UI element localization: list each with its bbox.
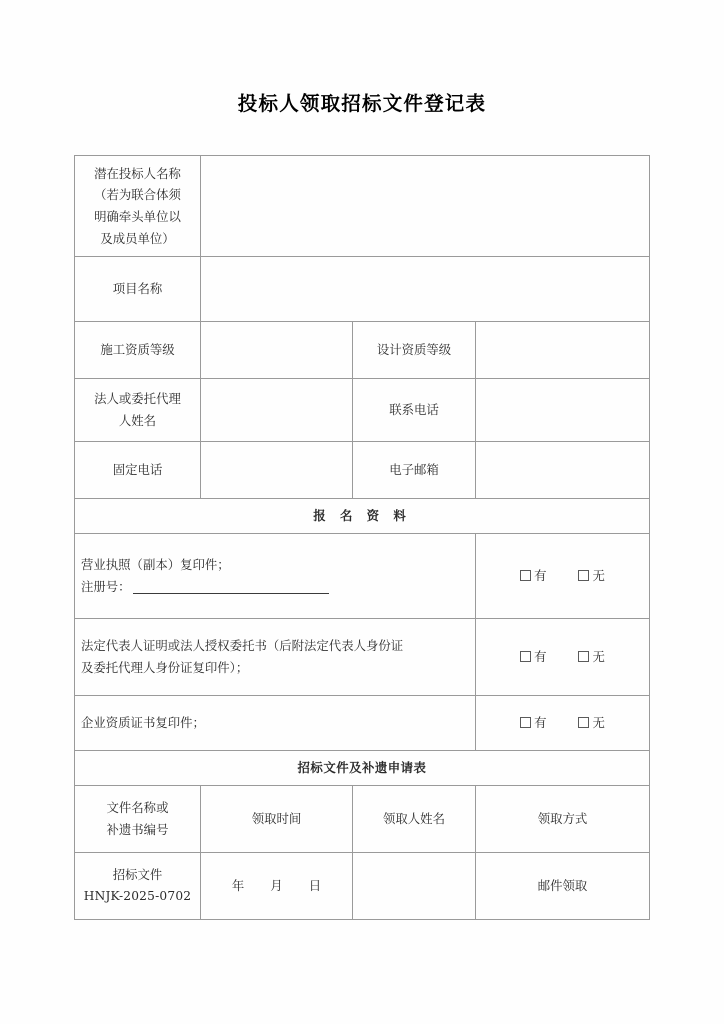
checkbox-label: 有 [534,715,547,731]
label-legal-representative-name [75,379,201,442]
field-design-qualification[interactable] [476,322,650,379]
table-row [75,322,650,379]
checkbox-no[interactable] [578,712,604,734]
label-email: 电子邮箱 [353,442,476,499]
table-row [75,257,650,322]
label-line: 人姓名 [118,413,157,428]
section-header-application-table: 招标文件及补遗申请表 [75,751,650,786]
checkbox-label: 无 [592,649,605,665]
checkbox-group-business-license [476,534,650,619]
label-contact-phone: 联系电话 [353,379,476,442]
checkbox-label: 有 [534,649,547,665]
checkbox-group-enterprise-qualification-certificate [476,696,650,751]
cell-pickup-method: 邮件领取 [476,853,650,920]
checkbox-label: 有 [534,568,547,584]
checkbox-icon[interactable] [520,651,531,662]
document-code-line: HNJK-2025-0702 [83,889,192,904]
label-line: 法人或委托代理 [94,391,181,407]
checkbox-icon[interactable] [578,717,589,728]
field-contact-phone[interactable] [476,379,650,442]
label-line: 补遗书编号 [106,822,169,837]
registration-number-label: 注册号： [81,579,131,594]
material-text-line: 法定代表人证明或法人授权委托书（后附法定代表人身份证 [81,638,404,654]
cell-pickup-time[interactable] [201,853,353,920]
table-row [75,379,650,442]
table-row [75,499,650,534]
cell-document-name [75,853,201,920]
checkbox-yes[interactable] [520,565,546,587]
table-row [75,696,650,751]
material-legal-representative-certificate [75,619,476,696]
checkbox-yes[interactable] [520,712,546,734]
field-email[interactable] [476,442,650,499]
checkbox-icon[interactable] [578,651,589,662]
registration-form-table [74,155,650,920]
label-line: （若为联合体须 [94,187,181,203]
date-day-label: 日 [308,878,322,894]
table-row [75,442,650,499]
checkbox-group-legal-representative-certificate [476,619,650,696]
checkbox-icon[interactable] [520,717,531,728]
field-legal-representative-name[interactable] [201,379,353,442]
label-potential-bidder-name [75,156,201,257]
column-header-document-name [75,786,201,853]
label-line: 及成员单位） [100,230,175,246]
label-line: 文件名称或 [106,800,169,816]
label-line: 潜在投标人名称 [94,165,181,181]
column-header-receiver-name: 领取人姓名 [353,786,476,853]
table-row [75,853,650,920]
material-business-license [75,534,476,619]
table-row [75,156,650,257]
checkbox-icon[interactable] [520,570,531,581]
label-line: 明确牵头单位以 [94,209,181,224]
section-header-registration-materials: 报 名 资 料 [75,499,650,534]
table-header-row [75,786,650,853]
material-enterprise-qualification-certificate [75,696,476,751]
checkbox-no[interactable] [578,565,604,587]
field-potential-bidder-name[interactable] [201,156,650,257]
column-header-pickup-method: 领取方式 [476,786,650,853]
label-landline-phone: 固定电话 [75,442,201,499]
material-text-line: 企业资质证书复印件； [81,715,205,731]
checkbox-yes[interactable] [520,646,546,668]
table-row [75,619,650,696]
material-text-line: 营业执照（副本）复印件； [81,557,230,573]
field-project-name[interactable] [201,257,650,322]
field-landline-phone[interactable] [201,442,353,499]
label-design-qualification: 设计资质等级 [353,322,476,379]
document-name-line: 招标文件 [112,867,163,883]
checkbox-label: 无 [592,568,605,584]
label-project-name: 项目名称 [75,257,201,322]
checkbox-label: 无 [592,715,605,731]
date-year-label: 年 [231,878,245,894]
cell-receiver-name[interactable] [353,853,476,920]
table-row [75,751,650,786]
checkbox-icon[interactable] [578,570,589,581]
registration-number-input[interactable] [133,580,329,594]
material-text-line: 及委托代理人身份证复印件）； [81,660,249,675]
label-construction-qualification: 施工资质等级 [75,322,201,379]
column-header-pickup-time: 领取时间 [201,786,353,853]
field-construction-qualification[interactable] [201,322,353,379]
date-month-label: 月 [270,878,283,894]
checkbox-no[interactable] [578,646,604,668]
material-text-line-with-blank [81,576,469,598]
table-row [75,534,650,619]
page-title: 投标人领取招标文件登记表 [237,92,487,115]
